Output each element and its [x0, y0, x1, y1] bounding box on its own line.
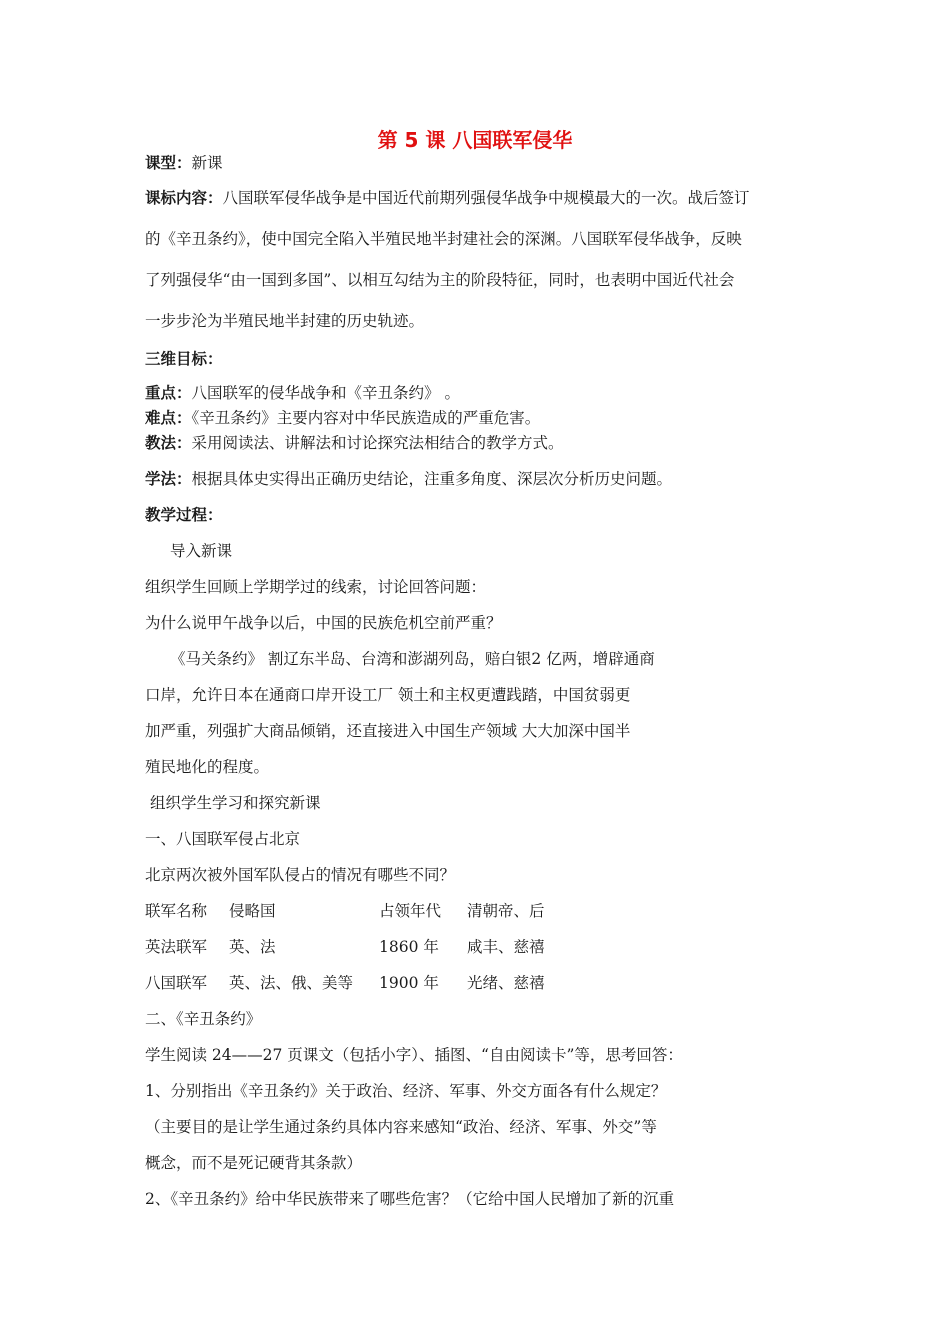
- section-2: 二、《辛丑条约》: [145, 1010, 262, 1028]
- key-point: [145, 383, 460, 403]
- table-cell: 英、法、俄、美等: [229, 974, 354, 992]
- section-1: 一、八国联军侵占北京: [145, 830, 301, 848]
- new-lesson: 组织学生学习和探究新课: [150, 794, 321, 812]
- difficulty-text: 《辛丑条约》主要内容对中华民族造成的严重危害。: [191, 409, 541, 427]
- table-cell: 咸丰、慈禧: [467, 938, 545, 956]
- intro: 导入新课: [170, 542, 233, 560]
- table-cell: 八国联军: [145, 974, 208, 992]
- key-point-text: 八国联军的侵华战争和《辛丑条约》 。: [191, 384, 460, 402]
- answer-line-4: 殖民地化的程度。: [145, 758, 270, 776]
- table-header-cell: 占领年代: [379, 902, 442, 920]
- table-header-cell: 联军名称: [145, 902, 208, 920]
- course-type-label: 课型：: [145, 154, 192, 172]
- table-header-cell: 清朝帝、后: [467, 902, 545, 920]
- reading-instruction: 学生阅读 24——27 页课文（包括小字）、插图、“自由阅读卡”等，思考回答：: [145, 1046, 683, 1064]
- learning-method: [145, 469, 672, 489]
- teaching-method-text: 采用阅读法、讲解法和讨论探究法相结合的教学方式。: [191, 434, 564, 452]
- standard-line-2: 的《辛丑条约》，使中国完全陷入半殖民地半封建社会的深渊。八国联军侵华战争，反映: [145, 230, 742, 248]
- table-cell: 光绪、慈禧: [467, 974, 545, 992]
- table-row: [145, 973, 545, 993]
- table-cell: 1860 年: [379, 938, 439, 956]
- note-line-1: （主要目的是让学生通过条约具体内容来感知“政治、经济、军事、外交”等: [145, 1118, 657, 1136]
- key-point-label: 重点：: [145, 384, 192, 402]
- note-line-2: 概念，而不是死记硬背其条款）: [145, 1154, 363, 1172]
- answer-line-2: 口岸，允许日本在通商口岸开设工厂 领土和主权更遭践踏，中国贫弱更: [145, 686, 631, 704]
- question-b: 2、《辛丑条约》给中华民族带来了哪些危害？（它给中国人民增加了新的沉重: [145, 1190, 675, 1208]
- learning-method-label: 学法：: [145, 470, 192, 488]
- review: 组织学生回顾上学期学过的线索，讨论回答问题：: [145, 578, 487, 596]
- answer-line-3: 加严重，列强扩大商品倾销，还直接进入中国生产领域 大大加深中国半: [145, 722, 631, 740]
- question-1: 为什么说甲午战争以后，中国的民族危机空前严重？: [145, 614, 502, 632]
- standard-line-3: 了列强侵华“由一国到多国”、以相互勾结为主的阶段特征，同时，也表明中国近代社会: [145, 271, 735, 289]
- standard-label: 课标内容：: [145, 189, 223, 207]
- difficulty-label: 难点：: [145, 409, 192, 427]
- table-row: [145, 937, 545, 957]
- standard-line-1: [145, 188, 750, 208]
- difficulty: [145, 408, 540, 428]
- teaching-method-label: 教法：: [145, 434, 192, 452]
- process-heading: 教学过程：: [145, 506, 223, 524]
- teaching-method: [145, 433, 564, 453]
- standard-line-4: 一步步沦为半殖民地半封建的历史轨迹。: [145, 312, 425, 330]
- standard-text-1: 八国联军侵华战争是中国近代前期列强侵华战争中规模最大的一次。战后签订: [222, 189, 750, 207]
- question-a: 1、分别指出《辛丑条约》关于政治、经济、军事、外交方面各有什么规定？: [145, 1082, 667, 1100]
- course-type: [145, 153, 223, 173]
- table-cell: 英、法: [229, 938, 276, 956]
- learning-method-text: 根据具体史实得出正确历史结论，注重多角度、深层次分析历史问题。: [191, 470, 673, 488]
- question-2: 北京两次被外国军队侵占的情况有哪些不同？: [145, 866, 456, 884]
- course-type-text: 新课: [191, 154, 223, 172]
- table-header-row: [145, 901, 545, 921]
- goals-heading: 三维目标：: [145, 350, 223, 368]
- page-title: 第 5 课 八国联军侵华: [377, 128, 573, 152]
- answer-line-1: 《马关条约》 割辽东半岛、台湾和澎湖列岛，赔白银2 亿两，增辟通商: [170, 650, 655, 668]
- table-header-cell: 侵略国: [229, 902, 276, 920]
- table-cell: 1900 年: [379, 974, 439, 992]
- table-cell: 英法联军: [145, 938, 208, 956]
